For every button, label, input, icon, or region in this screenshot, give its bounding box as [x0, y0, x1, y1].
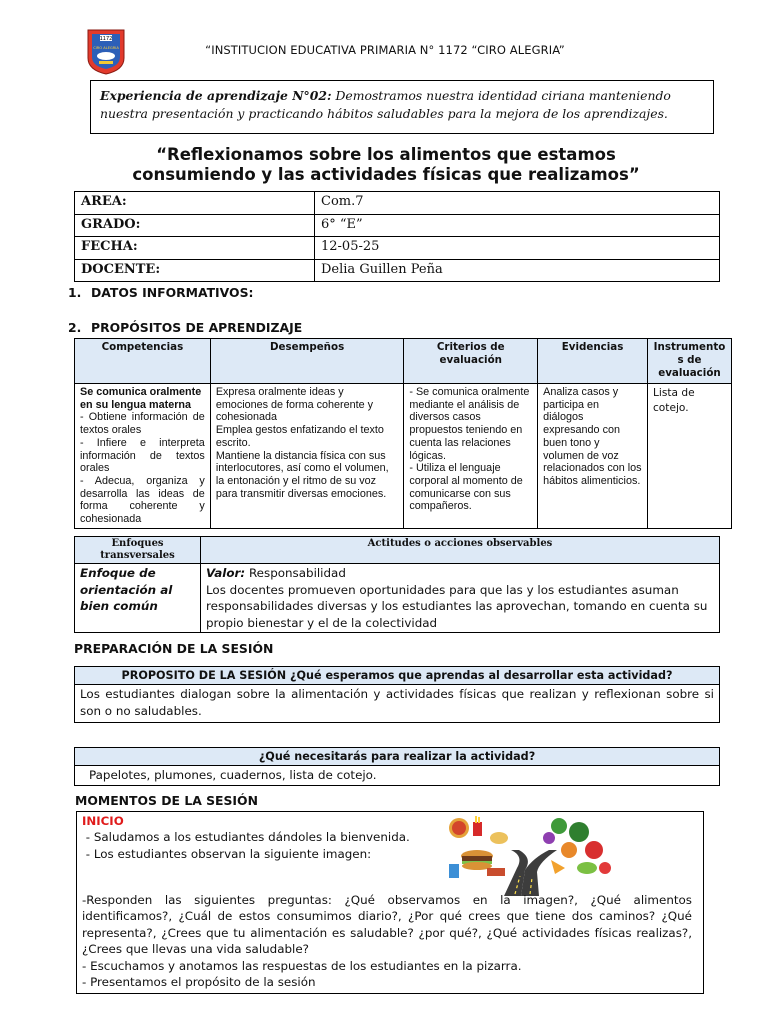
session-title-line1: “Reflexionamos sobre los alimentos que estamos — [156, 145, 616, 164]
purposes-body-row — [75, 384, 732, 529]
col-header-instrumentos — [647, 339, 731, 384]
info-value: Delia Guillen Peña — [315, 259, 720, 282]
moments-box — [76, 811, 704, 994]
purposes-table — [74, 338, 732, 529]
experience-separator: : — [326, 88, 332, 103]
section-number: 2. — [68, 320, 82, 335]
col-header-instr-line: s de — [677, 354, 702, 366]
valor-line — [206, 565, 714, 582]
needs-text: Papelotes, plumones, cuadernos, lista de cotejo. — [89, 768, 377, 782]
info-value: Com.7 — [315, 192, 720, 215]
section-title: PROPÓSITOS DE APRENDIZAJE — [91, 320, 303, 335]
enfoque-description-cell — [201, 564, 720, 633]
transversal-header-row — [75, 537, 720, 564]
experience-label: Experiencia de aprendizaje N°02 — [100, 88, 327, 103]
cell-desempenos: Expresa oralmente ideas y emociones de forma coherente y cohesionada Emplea gestos enfatizando el texto escrito. Mantiene la distancia física con sus interlocutores, así como el volumen, la entonación y el ritmo de su voz para transmitir diversas emociones. — [210, 384, 404, 529]
needs-header: ¿Qué necesitarás para realizar la actividad? — [75, 748, 719, 766]
moment-line: - Presentamos el propósito de la sesión — [82, 975, 316, 990]
info-row-area — [75, 192, 720, 215]
col-header-enfoques — [75, 537, 201, 564]
moments-after-image — [82, 892, 692, 990]
col-header-enf-line: Enfoques — [111, 538, 164, 549]
moment-line: - Escuchamos y anotamos las respuestas de los estudiantes en la pizarra. — [82, 958, 522, 973]
purpose-header: PROPOSITO DE LA SESIÓN ¿Qué esperamos que aprendas al desarrollar esta actividad? — [75, 667, 719, 685]
moment-line: - Los estudiantes observan la siguiente imagen: — [82, 846, 372, 861]
info-table — [74, 191, 720, 282]
enfoque-description: Los docentes promueven oportunidades para que las y los estudiantes asuman responsabilidades diversas y los estudiantes las aprovechan, tomando en cuenta su propio bienestar y el de la colectividad — [206, 582, 708, 630]
col-header-evidencias: Evidencias — [538, 339, 648, 384]
info-row-grado — [75, 214, 720, 237]
info-label: DOCENTE: — [75, 259, 315, 282]
enfoque-name: Enfoque de orientación al bien común — [75, 564, 201, 633]
needs-box — [74, 747, 720, 786]
col-header-criterios: Criterios de evaluación — [404, 339, 538, 384]
purpose-box — [74, 666, 720, 723]
moment-line: - Saludamos a los estudiantes dándoles la bienvenida. — [82, 830, 410, 845]
info-label: FECHA: — [75, 237, 315, 260]
food-crossroads-illustration — [429, 816, 619, 896]
logo-number: 1172 — [99, 36, 113, 42]
cell-instrumentos: Lista de cotejo. — [647, 384, 731, 529]
school-title: “INSTITUCION EDUCATIVA PRIMARIA N° 1172 “CIRO ALEGRIA” — [205, 43, 565, 57]
experience-box — [90, 80, 714, 134]
info-value: 6° “E” — [315, 214, 720, 237]
cell-evidencias: Analiza casos y participa en diálogos expresando con buen tono y volumen de voz relacionados con los hábitos alimenticios. — [538, 384, 648, 529]
valor-label: Valor: — [206, 566, 246, 580]
col-header-competencias: Competencias — [75, 339, 211, 384]
preparation-heading: PREPARACIÓN DE LA SESIÓN — [74, 641, 274, 656]
col-header-actitudes: Actitudes o acciones observables — [201, 537, 720, 564]
col-header-enf-line: transversales — [100, 550, 175, 561]
competencia-item: - Adecua, organiza y desarrolla las ideas de forma coherente y cohesionada — [80, 474, 205, 526]
cell-competencias — [75, 384, 211, 529]
info-row-fecha — [75, 237, 720, 260]
moment-questions: -Responden las siguientes preguntas: ¿Qué observamos en la imagen?, ¿Qué alimentos identificamos?, ¿Cuál de estos consumimos diario?, ¿Por qué crees que tiene dos caminos? ¿Qué representa?, ¿Crees que tu alimentación es saludable? ¿por qué?, ¿Qué actividades físicas realizas?, ¿Crees que llevas una vida saludable? — [82, 893, 692, 957]
section-heading-propositos — [68, 320, 302, 335]
purposes-header-row — [75, 339, 732, 384]
session-title — [80, 145, 692, 185]
moments-heading: MOMENTOS DE LA SESIÓN — [75, 793, 258, 808]
info-row-docente — [75, 259, 720, 282]
competencia-item: - Obtiene información de textos orales — [80, 411, 205, 437]
inicio-label: INICIO — [82, 814, 124, 828]
section-heading-datos — [68, 285, 253, 300]
experience-text: Demostramos nuestra identidad ciriana manteniendo nuestra presentación y practicando hábitos saludables para la mejora de los aprendizajes. — [100, 88, 671, 121]
transversal-body-row — [75, 564, 720, 633]
logo-text: CIRO ALEGRIA — [93, 46, 119, 50]
info-label: AREA: — [75, 192, 315, 215]
cell-criterios: - Se comunica oralmente mediante el análisis de diversos casos propuestos teniendo en cuenta las relaciones lógicas. - Utiliza el lenguaje corporal al momento de comunicarse con sus compañeros. — [404, 384, 538, 529]
section-title: DATOS INFORMATIVOS: — [91, 285, 254, 300]
purpose-text: Los estudiantes dialogan sobre la alimentación y actividades físicas que realizan y reflexionan sobre si son o no saludables. — [80, 687, 714, 719]
transversal-table — [74, 536, 720, 633]
valor-value: Responsabilidad — [245, 566, 346, 580]
competencia-item: - Infiere e interpreta información de textos orales — [80, 436, 205, 475]
col-header-instr-line: Instrumento — [653, 341, 726, 353]
competencia-title: Se comunica oralmente en su lengua materna — [80, 386, 202, 411]
section-number: 1. — [68, 285, 82, 300]
info-label: GRADO: — [75, 214, 315, 237]
col-header-desempenos: Desempeños — [210, 339, 404, 384]
session-title-line2: consumiendo y las actividades físicas que realizamos” — [132, 165, 640, 184]
col-header-instr-line: evaluación — [658, 367, 721, 379]
school-logo — [86, 28, 126, 76]
info-value: 12-05-25 — [315, 237, 720, 260]
